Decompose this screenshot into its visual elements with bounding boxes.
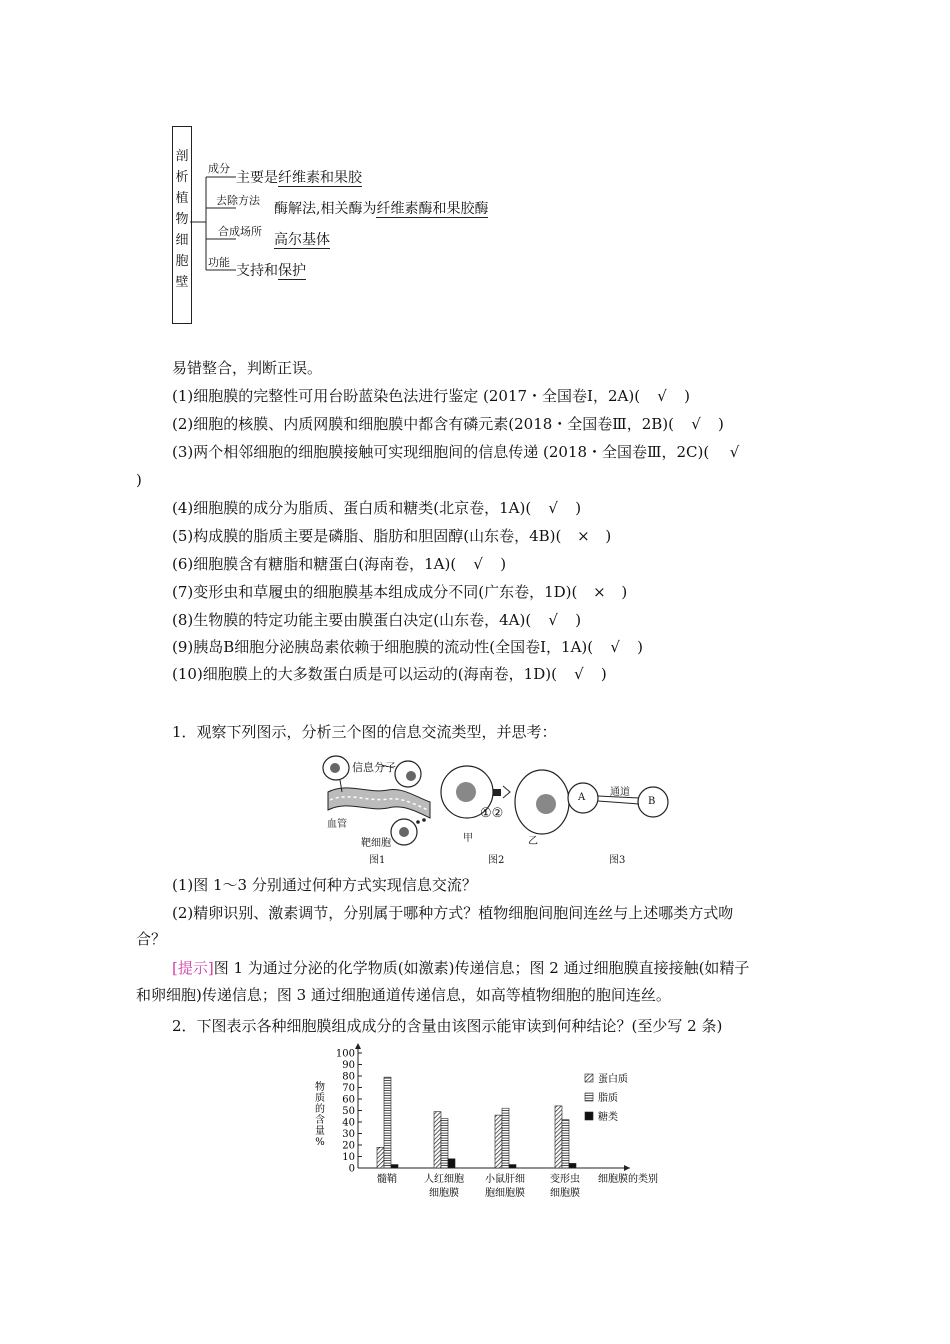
x-tick-label: 变形虫 (550, 1174, 580, 1185)
fig1-vessel-label: 血管 (327, 819, 347, 830)
x-tick-label: 胞细胞膜 (485, 1188, 525, 1199)
title-char: 壁 (175, 275, 189, 290)
question-1-sub-1: (1)图 1～3 分别通过何种方式实现信息交流？ (172, 876, 477, 894)
title-char: 细 (175, 233, 189, 248)
fig1-caption: 图1 (369, 855, 386, 866)
bar-脂质 (384, 1077, 391, 1168)
branch-value: 酶解法,相关酶为纤维素酶和果胶酶 (274, 201, 489, 217)
branch-label: 成分 (208, 162, 230, 175)
branch-value: 主要是纤维素和果胶 (236, 170, 362, 186)
title-char: 植 (175, 191, 189, 206)
question-1: 1．观察下列图示，分析三个图的信息交流类型，并思考： (172, 723, 557, 741)
bar-蛋白质 (495, 1115, 502, 1168)
judge-item: (10)细胞膜上的大多数蛋白质是可以运动的(海南卷，1D)( √ ) (172, 665, 607, 683)
bar-蛋白质 (434, 1112, 441, 1168)
legend-label: 脂质 (598, 1093, 618, 1104)
y-axis-label: 量 (315, 1126, 325, 1137)
judge-item-close: ) (136, 471, 142, 489)
judge-intro: 易错整合，判断正误。 (172, 359, 323, 377)
y-axis-label: 的 (315, 1104, 325, 1115)
y-tick-label: 70 (342, 1083, 355, 1094)
hint-cont: 和卵细胞)传递信息；图 3 通过细胞通道传递信息，如高等植物细胞的胞间连丝。 (136, 986, 671, 1004)
fig2-markers: ①② (480, 806, 504, 821)
bar-糖类 (391, 1165, 398, 1168)
fig3-caption: 图3 (609, 855, 626, 866)
branch-value: 支持和保护 (236, 263, 306, 279)
y-tick-label: 20 (342, 1140, 355, 1152)
fig3-b: B (648, 796, 656, 807)
title-char: 析 (175, 170, 189, 185)
y-axis-label: % (315, 1137, 325, 1148)
fig2-cell-b: 乙 (528, 836, 538, 847)
fig2-caption: 图2 (488, 855, 505, 866)
fig2-cell-a: 甲 (463, 833, 473, 844)
legend-swatch (585, 1074, 593, 1082)
y-tick-label: 50 (342, 1106, 355, 1117)
judge-item: (1)细胞膜的完整性可用台盼蓝染色法进行鉴定 (2017・全国卷Ⅰ，2A)( √ ) (172, 387, 690, 405)
question-1-sub-2-cont: 合？ (136, 930, 167, 948)
legend-label: 蛋白质 (598, 1074, 628, 1085)
y-axis-arrow (355, 1043, 361, 1049)
question-2: 2．下图表示各种细胞膜组成成分的含量由该图示能审读到何种结论？(至少写 2 条) (172, 1017, 723, 1035)
y-tick-label: 60 (342, 1094, 355, 1106)
bar-蛋白质 (377, 1147, 384, 1168)
y-tick-label: 80 (342, 1071, 355, 1083)
fig1-target-label: 靶细胞 (361, 838, 391, 849)
y-axis-label: 物 (315, 1082, 325, 1093)
branch-label: 功能 (208, 256, 230, 269)
x-tick-label: 髓鞘 (377, 1174, 397, 1185)
y-tick-label: 30 (342, 1129, 355, 1140)
x-axis-arrow (624, 1165, 630, 1171)
branch-value: 高尔基体 (274, 232, 330, 248)
title-char: 物 (175, 212, 189, 227)
branch-label: 去除方法 (216, 194, 260, 207)
y-tick-label: 0 (348, 1163, 355, 1175)
bar-糖类 (509, 1165, 516, 1168)
title-char: 胞 (175, 254, 189, 269)
legend-swatch (585, 1112, 593, 1120)
hint-label: [提示] (172, 959, 214, 977)
y-tick-label: 40 (342, 1117, 355, 1129)
figure-2-diagram (440, 760, 570, 846)
x-tick-label: 人红细胞 (424, 1174, 464, 1185)
fig1-signal-label: 信息分子 (352, 761, 396, 774)
judge-item: (5)构成膜的脂质主要是磷脂、脂肪和胆固醇(山东卷，4B)( × ) (172, 527, 612, 545)
judge-item: (7)变形虫和草履虫的细胞膜基本组成成分不同(广东卷，1D)( × ) (172, 583, 628, 601)
hint: [提示]图 1 为通过分泌的化学物质(如激素)传递信息；图 2 通过细胞膜直接接触(如精子 (172, 959, 750, 977)
x-tick-label: 小鼠肝细 (485, 1174, 525, 1185)
membrane-composition-chart (300, 1040, 720, 1220)
bar-糖类 (448, 1159, 455, 1168)
y-tick-label: 90 (342, 1060, 355, 1071)
y-axis-label: 质 (315, 1093, 325, 1104)
title-char: 剖 (175, 149, 189, 164)
judge-item: (9)胰岛B细胞分泌胰岛素依赖于细胞膜的流动性(全国卷Ⅰ，1A)( √ ) (172, 638, 643, 656)
judge-item: (8)生物膜的特定功能主要由膜蛋白决定(山东卷，4A)( √ ) (172, 611, 582, 629)
bar-脂质 (562, 1120, 569, 1168)
bar-脂质 (502, 1108, 509, 1168)
question-1-sub-2: (2)精卵识别、激素调节，分别属于哪种方式？植物细胞间胞间连丝与上述哪类方式吻 (172, 904, 734, 922)
x-tick-label: 细胞膜 (550, 1188, 580, 1199)
judge-item: (6)细胞膜含有糖脂和糖蛋白(海南卷，1A)( √ ) (172, 555, 507, 573)
fig3-a: A (578, 792, 586, 803)
y-tick-label: 100 (335, 1048, 355, 1060)
judge-item: (3)两个相邻细胞的细胞膜接触可实现细胞间的信息传递 (2018・全国卷Ⅲ，2C)( √ (172, 443, 740, 461)
judge-item: (2)细胞的核膜、内质网膜和细胞膜中都含有磷元素(2018・全国卷Ⅲ，2B)( √ ) (172, 415, 724, 433)
branch-label: 合成场所 (218, 225, 262, 238)
bar-蛋白质 (555, 1106, 562, 1168)
bar-脂质 (441, 1119, 448, 1168)
concept-map-title-box (172, 126, 192, 324)
y-tick-label: 10 (342, 1152, 355, 1163)
legend-swatch (585, 1093, 593, 1101)
y-axis-label: 含 (315, 1115, 325, 1126)
legend-label: 糖类 (598, 1112, 618, 1123)
x-tick-label: 细胞膜 (429, 1188, 459, 1199)
bar-糖类 (569, 1163, 576, 1168)
judge-item: (4)细胞膜的成分为脂质、蛋白质和糖类(北京卷，1A)( √ ) (172, 499, 582, 517)
x-axis-label: 细胞膜的类别 (598, 1174, 658, 1185)
fig3-channel: 通道 (610, 787, 630, 798)
